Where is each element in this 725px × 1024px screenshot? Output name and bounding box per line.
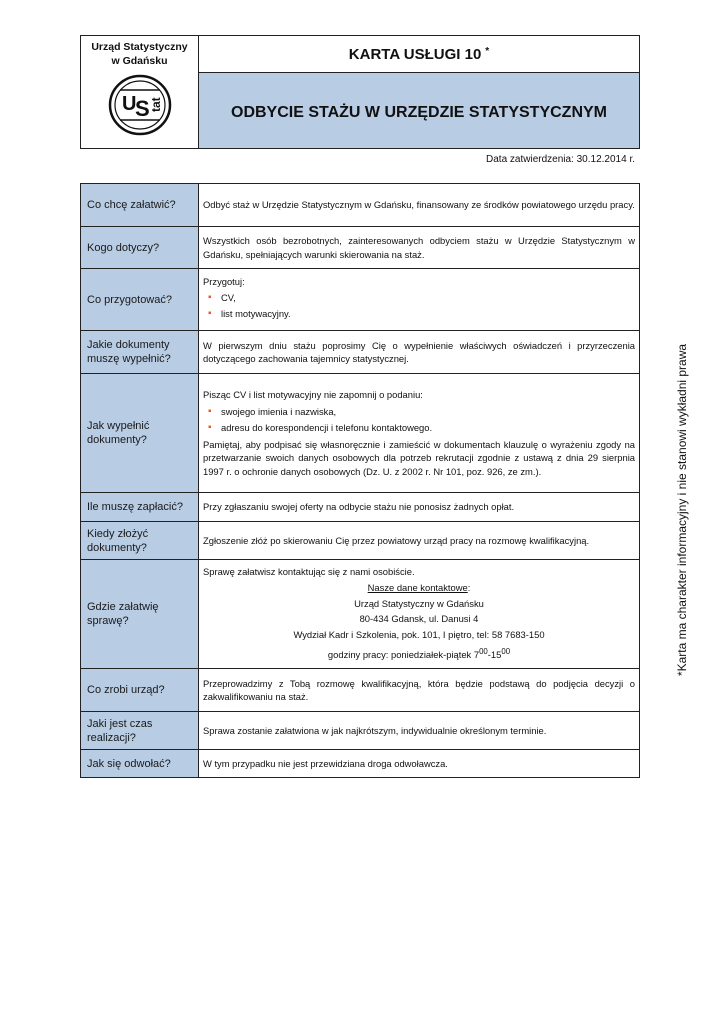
table-row (81, 712, 640, 750)
row-content: Pisząc CV i list motywacyjny nie zapomnij o podaniu: ▪ swojego imienia i nazwiska, ▪ adresu do korespondencji i telefonu kontaktowego. Pamiętaj, aby podpisać się własnoręcznie i zamieścić w dokumentach klauzulę o wyrażeniu zgody na przetwarzanie swoich danych osobowych dla potrzeb rekrutacji zgodnie z ustawą z dnia 29 sierpnia 1997 r. o ochronie danych osobowych (Dz. U. z 2002 r. Nr 101, poz. 926, ze zm.). (199, 374, 640, 493)
row-content: Wszystkich osób bezrobotnych, zainteresowanych odbyciem stażu w Urzędzie Statystycznym w Gdańsku, spełniających warunki skierowania na staż. (199, 227, 640, 269)
row-label: Kogo dotyczy? (81, 227, 199, 269)
row-label: Jakie dokumenty muszę wypełnić? (81, 331, 199, 374)
row-content: W tym przypadku nie jest przewidziana droga odwoławcza. (199, 750, 640, 778)
svg-text:S: S (134, 96, 150, 121)
table-row (81, 374, 640, 493)
row-label: Co przygotować? (81, 269, 199, 331)
table-row (81, 493, 640, 522)
list-item: ▪ list motywacyjny. (203, 306, 635, 322)
row-label: Ile muszę zapłacić? (81, 493, 199, 522)
row-label: Gdzie załatwię sprawę? (81, 560, 199, 669)
row-content: Przeprowadzimy z Tobą rozmowę kwalifikacyjną, która będzie podstawą do podjęcia decyzji o zakwalifikowaniu na staż. (199, 669, 640, 712)
svg-text:U: U (121, 93, 136, 115)
row-label: Co zrobi urząd? (81, 669, 199, 712)
table-row (81, 750, 640, 778)
row-label: Kiedy złożyć dokumenty? (81, 522, 199, 560)
table-row (81, 522, 640, 560)
table-row (81, 184, 640, 227)
svg-text:tat: tat (148, 97, 163, 112)
header-box (80, 35, 640, 149)
row-label: Jaki jest czas realizacji? (81, 712, 199, 750)
table-row (81, 560, 640, 669)
list-item: ▪ adresu do korespondencji i telefonu kontaktowego. (203, 420, 635, 436)
bullet-list (203, 290, 635, 322)
bullet-icon: ▪ (208, 308, 212, 320)
row-content: Odbyć staż w Urzędzie Statystycznym w Gdańsku, finansowany ze środków powiatowego urzędu pracy. (199, 184, 640, 227)
table-row (81, 331, 640, 374)
list-item: ▪ swojego imienia i nazwiska, (203, 404, 635, 420)
approval-date: Data zatwierdzenia: 30.12.2014 r. (486, 154, 635, 165)
table-row (81, 227, 640, 269)
row-content: Przy zgłaszaniu swojej oferty na odbycie stażu nie ponosisz żadnych opłat. (199, 493, 640, 522)
row-content: Sprawę załatwisz kontaktując się z nami osobiście. Nasze dane kontaktowe: Urząd Statystyczny w Gdańsku 80-434 Gdansk, ul. Danusi 4 Wydział Kadr i Szkolenia, pok. 101, I piętro, tel: 58 7683-150 godziny pracy: poniedziałek-piątek $7^{00}-15^{00}$ (199, 560, 640, 669)
bullet-list (203, 404, 635, 436)
contact-heading: Nasze dane kontaktowe: (367, 582, 471, 594)
ustat-logo-icon (108, 74, 172, 136)
row-content: W pierwszym dniu stażu poprosimy Cię o wypełnienie właściwych oświadczeń i przyrzeczenia dotyczącego zachowania tajemnicy statystycznej. (199, 331, 640, 374)
row-content: Przygotuj: ▪ CV, ▪ list motywacyjny. (199, 269, 640, 331)
bullet-icon: ▪ (208, 421, 212, 433)
office-hours: godziny pracy: poniedziałek-piątek $7^{00}-15^{00}$ (327, 647, 511, 661)
bullet-icon: ▪ (208, 405, 212, 417)
row-label: Co chcę załatwić? (81, 184, 199, 227)
bullet-icon: ▪ (208, 292, 212, 304)
row-label: Jak się odwołać? (81, 750, 199, 778)
side-note: *Karta ma charakter informacyjny i nie stanowi wykładni prawa (675, 343, 689, 677)
row-content: Zgłoszenie złóż po skierowaniu Cię przez powiatowy urząd pracy na rozmowę kwalifikacyjną. (199, 522, 640, 560)
table-row (81, 269, 640, 331)
row-label: Jak wypełnić dokumenty? (81, 374, 199, 493)
table-row (81, 669, 640, 712)
service-info-table (80, 183, 640, 778)
service-title: ODBYCIE STAŻU W URZĘDZIE STATYSTYCZNYM (199, 73, 639, 148)
office-cell (81, 36, 199, 148)
list-item: ▪ CV, (203, 290, 635, 306)
office-name: Urząd Statystyczny w Gdańsku (91, 41, 188, 67)
row-content: Sprawa zostanie załatwiona w jak najkrótszym, indywidualnie określonym terminie. (199, 712, 640, 750)
card-number: KARTA USŁUGI 10 * (199, 36, 639, 73)
